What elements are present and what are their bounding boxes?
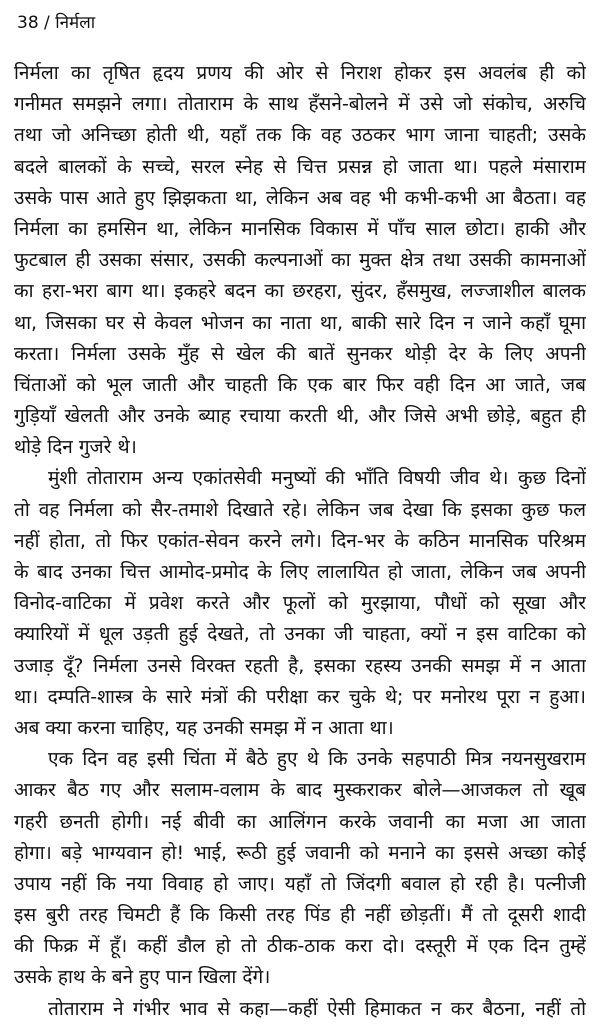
book-title: निर्मला [55,13,96,33]
text-line: उजाड़ दूँ? निर्मला उनसे विरक्त रहती है, इसका रहस्य उनकी समझ में न आता [14,654,586,677]
text-line: तो वह निर्मला को सैर-तमाशे दिखाते रहे। लेकिन जब देखा कि इसका कुछ फल [14,498,586,521]
text-line: गुड़ियाँ खेलती और उनके ब्याह रचाया करती थी, और जिसे अभी छोड़े, बहुत ही [14,405,586,428]
text-line: होगा। बड़े भाग्यवान हो! भाई, रूठी हुई जवानी को मनाने का इससे अच्छा कोई [14,841,586,864]
text-line: चिंताओं को भूल जाती और चाहती कि एक बार फिर वही दिन आ जाते, जब [14,373,586,396]
header-separator: / [38,13,56,33]
text-line: उपाय नहीं कि नया विवाह हो जाए। यहाँ तो जिंदगी बवाल हो रही है। पत्नीजी [14,872,586,895]
text-line: के बाद उनका चित्त आमोद-प्रमोद के लिए लालायित हो जाता, लेकिन जब अपनी [14,561,586,583]
text-line: थोड़े दिन गुजरे थे। [14,436,137,459]
text-line: का हरा-भरा बाग था। इकहरे बदन का छरहरा, सुंदर, हँसमुख, लज्जाशील बालक [14,280,586,303]
page-header [17,12,95,34]
text-line: निर्मला का हमसिन था, लेकिन मानसिक विकास में पाँच साल छोटा। हाकी और [14,217,586,240]
text-line: इस बुरी तरह चिमटी हैं कि किसी तरह पिंड ही नहीं छोड़तीं। मैं तो दूसरी शादी [14,904,586,927]
text-line: था। दम्पति-शास्त्र के सारे मंत्रों की परीक्षा कर चुके थे; पर मनोरथ पूरा न हुआ। [14,685,586,708]
text-line: गनीमत समझने लगा। तोताराम के साथ हँसने-बोलने में उसे जो संकोच, अरुचि [14,93,586,116]
text-line: मुंशी तोताराम अन्य एकांतसेवी मनुष्यों की भाँति विषयी जीव थे। कुछ दिनों [48,467,586,490]
text-line: तोताराम ने गंभीर भाव से कहा—कहीं ऐसी हिमाकत न कर बैठना, नहीं तो [48,997,586,1020]
text-line: उसके हाथ के बने हुए पान खिला देंगे। [14,966,271,989]
text-line: फुटबाल ही उसका संसार, उसकी कल्पनाओं का मुक्त क्षेत्र तथा उसकी कामनाओं [14,249,586,272]
text-line: उसके पास आते हुए झिझकता था, लेकिन अब वह भी कभी-कभी आ बैठता। वह [14,186,586,209]
page-number: 38 [17,13,39,33]
text-line: की फिक्र में हूँ। कहीं डौल हो तो ठीक-ठाक करा दो। दस्तूरी में एक दिन तुम्हें [14,935,586,958]
text-line: विनोद-वाटिका में प्रवेश करते और फूलों को मुरझाया, पौधों को सूखा और [14,592,586,615]
text-line: एक दिन वह इसी चिंता में बैठे हुए थे कि उनके सहपाठी मित्र नयनसुखराम [48,748,586,771]
text-line: आकर बैठ गए और सलाम-वलाम के बाद मुस्कराकर बोले—आजकल तो खूब [14,779,586,802]
text-line: अब क्या करना चाहिए, यह उनकी समझ में न आता था। [14,716,394,739]
text-line: बदले बालकों के सच्चे, सरल स्नेह से चित्त प्रसन्न हो जाता था। पहले मंसाराम [14,155,586,178]
text-line: था, जिसका घर से केवल भोजन का नाता था, बाकी सारे दिन न जाने कहाँ घूमा [14,311,586,334]
text-line: तथा जो अनिच्छा होती थी, यहाँ तक कि वह उठकर भाग जाना चाहती; उसके [14,124,586,147]
body-text [14,58,586,1025]
text-line: क्यारियों में धूल उड़ती हुई देखते, तो उनका जी चाहता, क्यों न इस वाटिका को [14,623,586,646]
text-line: निर्मला का तृषित हृदय प्रणय की ओर से निराश होकर इस अवलंब ही को [14,62,586,84]
text-line: नहीं होता, तो फिर एकांत-सेवन करने लगे। दिन-भर के कठिन मानसिक परिश्रम [14,529,586,552]
text-line: गहरी छनती होगी। नई बीवी का आलिंगन करके जवानी का मजा आ जाता [14,810,586,833]
text-line: करता। निर्मला उसके मुँह से खेल की बातें सुनकर थोड़ी देर के लिए अपनी [14,342,586,365]
